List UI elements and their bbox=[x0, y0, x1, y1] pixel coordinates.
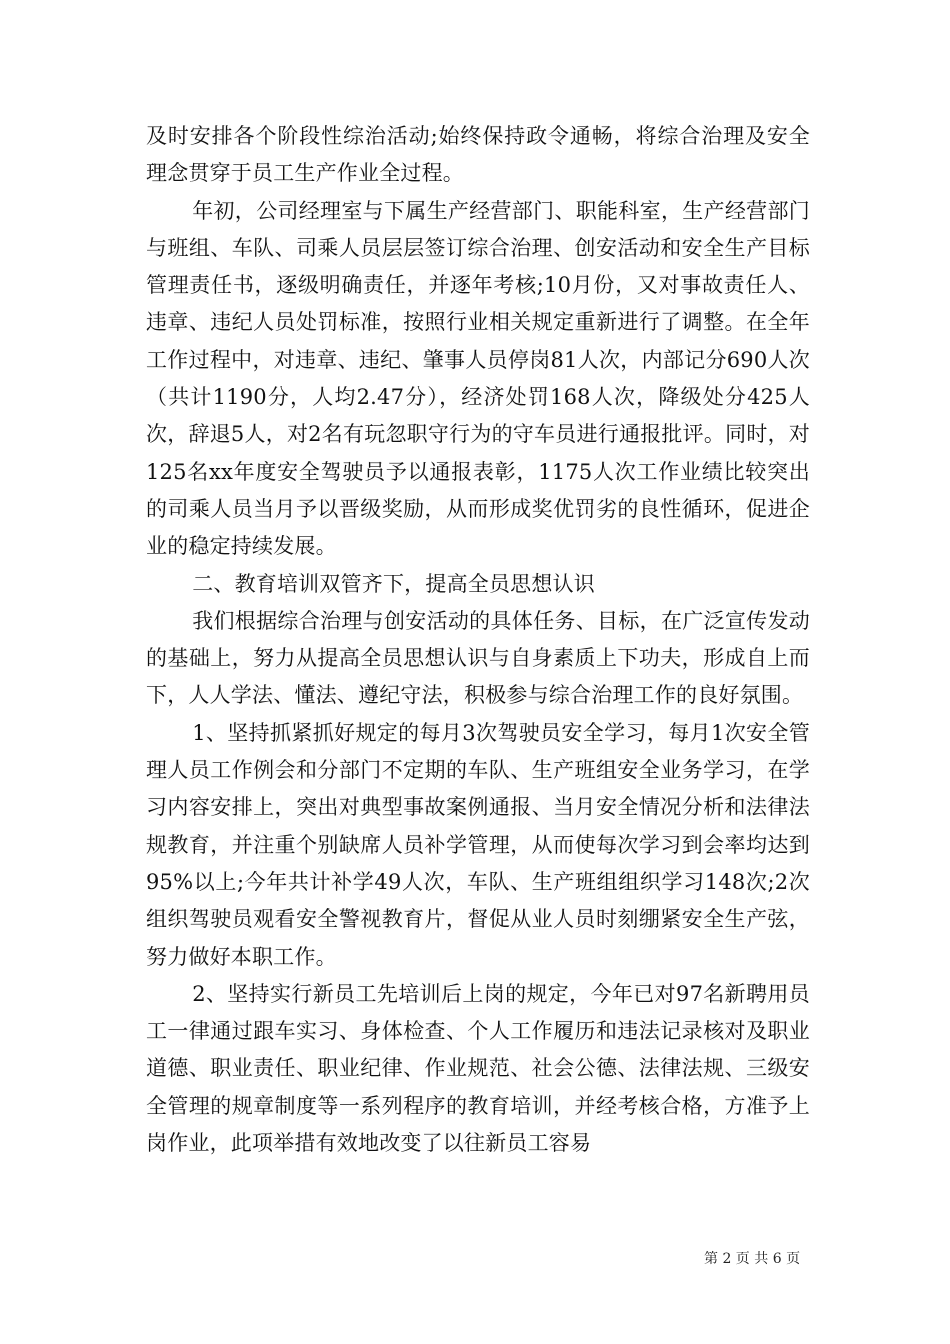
paragraph-training-intro: 我们根据综合治理与创安活动的具体任务、目标，在广泛宣传发动的基础上，努力从提高全员思想认识与自身素质上下功夫，形成自上而下，人人学法、懂法、遵纪守法，积极参与综合治理工作的良好氛围。 bbox=[146, 608, 810, 708]
paragraph-item-2: 2、坚持实行新员工先培训后上岗的规定，今年已对97名新聘用员工一律通过跟车实习、身体检查、个人工作履历和违法记录核对及职业道德、职业责任、职业纪律、作业规范、社会公德、法律法规、三级安全管理的规章制度等一系列程序的教育培训，并经考核合格，方准予上岗作业，此项举措有效地改变了以往新员工容易 bbox=[146, 981, 810, 1156]
section-heading: 二、教育培训双管齐下，提高全员思想认识 bbox=[192, 571, 595, 596]
page-number: 第 2 页 共 6 页 bbox=[704, 1251, 801, 1267]
paragraph-item-1: 1、坚持抓紧抓好规定的每月3次驾驶员安全学习，每月1次安全管理人员工作例会和分部门不定期的车队、生产班组安全业务学习，在学习内容安排上，突出对典型事故案例通报、当月安全情况分析和法律法规教育，并注重个别缺席人员补学管理，从而使每次学习到会率均达到95%以上;今年共计补学49人次，车队、生产班组组织学习148次;2次组织驾驶员观看安全警视教育片，督促从业人员时刻绷紧安全生产弦，努力做好本职工作。 bbox=[146, 720, 810, 969]
paragraph-continuation: 及时安排各个阶段性综治活动;始终保持政令通畅，将综合治理及安全理念贯穿于员工生产作业全过程。 bbox=[146, 124, 810, 186]
paragraph-responsibility: 年初，公司经理室与下属生产经营部门、职能科室，生产经营部门与班组、车队、司乘人员层层签订综合治理、创安活动和安全生产目标管理责任书，逐级明确责任，并逐年考核;10月份，又对事故责任人、违章、违纪人员处罚标准，按照行业相关规定重新进行了调整。在全年工作过程中，对违章、违纪、肇事人员停岗81人次，内部记分690人次（共计1190分，人均2.47分），经济处罚168人次，降级处分425人次，辞退5人，对2名有玩忽职守行为的守车员进行通报批评。同时，对125名xx年度安全驾驶员予以通报表彰，1175人次工作业绩比较突出的司乘人员当月予以晋级奖励，从而形成奖优罚劣的良性循环，促进企业的稳定持续发展。 bbox=[146, 198, 810, 559]
document-body bbox=[146, 118, 810, 1162]
